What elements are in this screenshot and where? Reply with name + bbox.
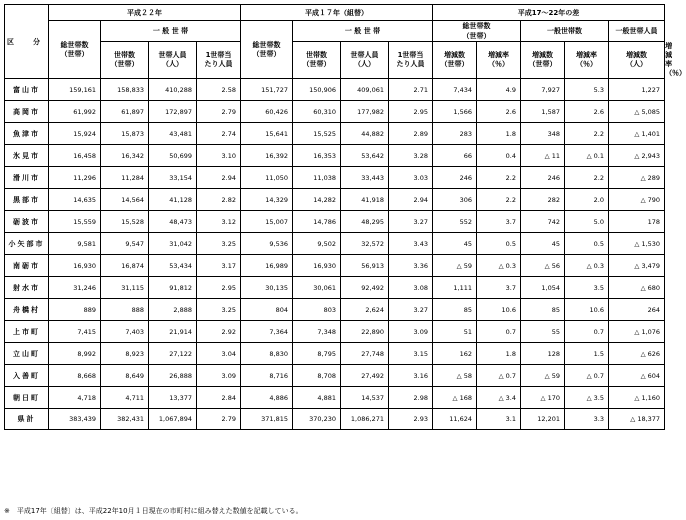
cell-value: 2.82 bbox=[197, 189, 241, 211]
row-label: 県計 bbox=[5, 409, 49, 430]
cell-diff: 3.1 bbox=[477, 409, 521, 430]
cell-value: 3.15 bbox=[389, 343, 433, 365]
cell-diff: 162 bbox=[433, 343, 477, 365]
cell-value: 371,815 bbox=[241, 409, 293, 430]
cell-value: 8,708 bbox=[293, 365, 341, 387]
h17-ippan-header: 一 般 世 帯 bbox=[293, 21, 433, 42]
cell-value: 11,296 bbox=[49, 167, 101, 189]
row-label: 砺波市 bbox=[5, 211, 49, 233]
h22-header: 平成２２年 bbox=[49, 5, 241, 21]
row-label: 舟橋村 bbox=[5, 299, 49, 321]
cell-diff: 1,111 bbox=[433, 277, 477, 299]
cell-diff: 348 bbox=[521, 123, 565, 145]
cell-value: 14,282 bbox=[293, 189, 341, 211]
cell-diff: △ 604 bbox=[609, 365, 665, 387]
diff-total-households-header: 総世帯数 （世帯） bbox=[433, 21, 521, 42]
cell-value: 803 bbox=[293, 299, 341, 321]
cell-value: 3.09 bbox=[389, 321, 433, 343]
cell-value: 31,042 bbox=[149, 233, 197, 255]
cell-diff: 246 bbox=[521, 167, 565, 189]
cell-diff: △ 56 bbox=[521, 255, 565, 277]
cell-diff: 7,434 bbox=[433, 79, 477, 101]
cell-diff: △ 2,943 bbox=[609, 145, 665, 167]
cell-value: 3.28 bbox=[389, 145, 433, 167]
cell-diff: 5.0 bbox=[565, 211, 609, 233]
cell-diff: △ 168 bbox=[433, 387, 477, 409]
cell-value: 370,230 bbox=[293, 409, 341, 430]
diff-ippan-setai-su-header: 一般世帯数 bbox=[521, 21, 609, 42]
cell-diff: △ 680 bbox=[609, 277, 665, 299]
cell-value: 4,718 bbox=[49, 387, 101, 409]
cell-diff: 552 bbox=[433, 211, 477, 233]
cell-diff: 0.5 bbox=[477, 233, 521, 255]
cell-diff: 178 bbox=[609, 211, 665, 233]
cell-diff: 66 bbox=[433, 145, 477, 167]
h22-ippan-header: 一 般 世 帯 bbox=[101, 21, 241, 42]
household-table: 区 分 平成２２年 平成１７年（組替） 平成17～22年の差 総世帯数 （世帯） 一 般 世 帯 総世帯数 （世帯） 一 般 世 帯 総世帯数 （世帯） 一般世帯数 一般世帯人員 世帯数 （世帯） 世帯人員 （人） 1世帯当 たり人員 世帯数 （世帯） 世帯人員 （人） 1世帯当 たり人員 増減数 （世帯） 増減率 （％） 増減数 （世帯） 増減率 （％） 増減数 （人） 増減率 （％） 富山市 159,161 158,833 410,288 2.58 151,727 150,906 409,061 2.71 7,434 4.9 7,927 5.3 1,227 高岡市 61,992 61,897 172,897 2.79 60,426 60,310 177,982 2.95 1,566 2.6 1,587 2.6 △ 5,085 魚津市 15,924 15,873 43,481 2.74 15,641 15,525 44,882 2.89 283 1.8 348 2.2 △ 1,401 氷見市 16,458 16,342 50,699 3.10 16,392 16,353 53,642 3.28 66 0.4 △ 11 △ 0.1 △ 2,943 滑川市 11,296 11,284 33,154 2.94 11,050 11,038 33,443 3.03 246 2.2 246 2.2 △ 289 黒部市 14,635 14,564 41,128 2.82 14,329 14,282 41,918 2.94 306 2.2 282 2.0 △ 790 砺波市 15,559 15,528 48,473 3.12 15,007 14,786 48,295 3.27 552 3.7 742 5.0 178 小矢部市 9,581 9,547 31,042 3.25 9,536 9,502 32,572 3.43 45 0.5 45 0.5 △ 1,530 南砺市 16,930 16,874 53,434 3.17 16,989 16,930 56,913 3.36 △ 59 △ 0.3 △ 56 △ 0.3 △ 3,479 射水市 31,246 31,115 91,812 2.95 30,135 30,061 92,492 3.08 1,111 3.7 1,054 3.5 △ 680 舟橋村 889 888 2,888 3.25 804 803 2,624 3.27 85 10.6 85 10.6 264 上市町 7,415 7,403 21,914 2.92 7,364 7,348 22,890 3.09 51 0.7 55 0.7 △ 1,076 立山町 8,992 8,923 27,122 3.04 8,830 8,795 27,748 3.15 162 1.8 128 1.5 △ 626 入善町 8,668 8,649 26,888 3.09 8,716 8,708 27,492 3.16 △ 58 △ 0.7 △ 59 △ 0.7 △ 604 朝日町 4,718 4,711 13,377 2.84 4,886 4,881 14,537 2.98 △ 168 △ 3.4 △ 170 △ 3.5 △ 1,160 県計 383,439 382,431 1,067,894 2.79 371,815 370,230 1,086,271 2.93 11,624 3.1 12,201 3.3 △ 18,377 bbox=[4, 4, 665, 430]
cell-value: 33,443 bbox=[341, 167, 389, 189]
cell-value: 177,982 bbox=[341, 101, 389, 123]
cell-value: 8,923 bbox=[101, 343, 149, 365]
cell-value: 14,635 bbox=[49, 189, 101, 211]
cell-diff: △ 0.1 bbox=[565, 145, 609, 167]
cell-diff: △ 0.7 bbox=[565, 365, 609, 387]
cell-value: 91,812 bbox=[149, 277, 197, 299]
row-label: 射水市 bbox=[5, 277, 49, 299]
cell-value: 8,649 bbox=[101, 365, 149, 387]
h17-header: 平成１７年（組替） bbox=[241, 5, 433, 21]
h17-persons-header: 世帯人員 （人） bbox=[341, 42, 389, 79]
diff-change-header: 増減数 （世帯） bbox=[433, 42, 477, 79]
cell-value: 11,050 bbox=[241, 167, 293, 189]
row-label: 立山町 bbox=[5, 343, 49, 365]
cell-value: 56,913 bbox=[341, 255, 389, 277]
row-label: 入善町 bbox=[5, 365, 49, 387]
cell-value: 4,711 bbox=[101, 387, 149, 409]
cell-diff: △ 170 bbox=[521, 387, 565, 409]
cell-diff: 3.5 bbox=[565, 277, 609, 299]
table-row bbox=[5, 123, 665, 145]
footnote: ※ 平成17年〔組替〕は、平成22年10月１日現在の市町村に組み替えた数値を記載している。 bbox=[4, 507, 303, 515]
cell-value: 16,930 bbox=[293, 255, 341, 277]
cell-value: 3.03 bbox=[389, 167, 433, 189]
cell-diff: 2.6 bbox=[477, 101, 521, 123]
cell-diff: 85 bbox=[433, 299, 477, 321]
row-label: 上市町 bbox=[5, 321, 49, 343]
cell-diff: 10.6 bbox=[477, 299, 521, 321]
cell-value: 9,536 bbox=[241, 233, 293, 255]
cell-value: 48,473 bbox=[149, 211, 197, 233]
cell-diff: 1.8 bbox=[477, 123, 521, 145]
table-row bbox=[5, 409, 665, 430]
cell-value: 3.04 bbox=[197, 343, 241, 365]
diff-ippan-change-header: 増減数 （世帯） bbox=[521, 42, 565, 79]
cell-diff: 0.7 bbox=[565, 321, 609, 343]
cell-value: 53,434 bbox=[149, 255, 197, 277]
cell-value: 15,525 bbox=[293, 123, 341, 145]
row-label: 魚津市 bbox=[5, 123, 49, 145]
cell-value: 1,067,894 bbox=[149, 409, 197, 430]
diff-ippan-rate-header: 増減率 （％） bbox=[565, 42, 609, 79]
cell-value: 61,992 bbox=[49, 101, 101, 123]
cell-diff: 3.3 bbox=[565, 409, 609, 430]
cell-value: 888 bbox=[101, 299, 149, 321]
table-row bbox=[5, 299, 665, 321]
cell-diff: 2.6 bbox=[565, 101, 609, 123]
cell-diff: 5.3 bbox=[565, 79, 609, 101]
cell-diff: 10.6 bbox=[565, 299, 609, 321]
row-label: 高岡市 bbox=[5, 101, 49, 123]
cell-diff: 0.7 bbox=[477, 321, 521, 343]
diff-rate-header: 増減率 （％） bbox=[477, 42, 521, 79]
cell-value: 32,572 bbox=[341, 233, 389, 255]
cell-value: 30,061 bbox=[293, 277, 341, 299]
cell-diff: △ 59 bbox=[433, 255, 477, 277]
cell-value: 2.84 bbox=[197, 387, 241, 409]
cell-value: 3.25 bbox=[197, 299, 241, 321]
cell-value: 14,537 bbox=[341, 387, 389, 409]
h17-households-header: 世帯数 （世帯） bbox=[293, 42, 341, 79]
cell-value: 16,930 bbox=[49, 255, 101, 277]
cell-value: 2.98 bbox=[389, 387, 433, 409]
cell-value: 92,492 bbox=[341, 277, 389, 299]
cell-diff: 1,054 bbox=[521, 277, 565, 299]
cell-value: 27,122 bbox=[149, 343, 197, 365]
cell-value: 41,918 bbox=[341, 189, 389, 211]
cell-diff: △ 59 bbox=[521, 365, 565, 387]
table-row bbox=[5, 343, 665, 365]
row-label: 朝日町 bbox=[5, 387, 49, 409]
h22-total-households-header: 総世帯数 （世帯） bbox=[49, 21, 101, 79]
table-row bbox=[5, 79, 665, 101]
cell-value: 2.58 bbox=[197, 79, 241, 101]
cell-diff: △ 1,401 bbox=[609, 123, 665, 145]
cell-value: 11,038 bbox=[293, 167, 341, 189]
cell-diff: 45 bbox=[433, 233, 477, 255]
cell-value: 3.25 bbox=[197, 233, 241, 255]
cell-value: 410,288 bbox=[149, 79, 197, 101]
cell-value: 7,364 bbox=[241, 321, 293, 343]
cell-value: 27,492 bbox=[341, 365, 389, 387]
table-row bbox=[5, 233, 665, 255]
cell-value: 48,295 bbox=[341, 211, 389, 233]
cell-value: 7,348 bbox=[293, 321, 341, 343]
cell-value: 409,061 bbox=[341, 79, 389, 101]
table-row bbox=[5, 321, 665, 343]
cell-value: 158,833 bbox=[101, 79, 149, 101]
cell-diff: △ 11 bbox=[521, 145, 565, 167]
cell-value: 3.17 bbox=[197, 255, 241, 277]
cell-value: 2,624 bbox=[341, 299, 389, 321]
cell-value: 22,890 bbox=[341, 321, 389, 343]
cell-value: 2.71 bbox=[389, 79, 433, 101]
cell-diff: △ 1,076 bbox=[609, 321, 665, 343]
cell-value: 60,426 bbox=[241, 101, 293, 123]
h17-per-household-header: 1世帯当 たり人員 bbox=[389, 42, 433, 79]
cell-value: 159,161 bbox=[49, 79, 101, 101]
row-label: 滑川市 bbox=[5, 167, 49, 189]
cell-value: 8,830 bbox=[241, 343, 293, 365]
cell-value: 31,115 bbox=[101, 277, 149, 299]
cell-diff: 306 bbox=[433, 189, 477, 211]
cell-value: 2.92 bbox=[197, 321, 241, 343]
cell-value: 16,392 bbox=[241, 145, 293, 167]
cell-diff: 45 bbox=[521, 233, 565, 255]
h22-persons-header: 世帯人員 （人） bbox=[149, 42, 197, 79]
table-row bbox=[5, 365, 665, 387]
cell-value: 31,246 bbox=[49, 277, 101, 299]
cell-diff: 3.7 bbox=[477, 211, 521, 233]
cell-value: 43,481 bbox=[149, 123, 197, 145]
cell-value: 15,007 bbox=[241, 211, 293, 233]
cell-value: 2.95 bbox=[389, 101, 433, 123]
cell-diff: 12,201 bbox=[521, 409, 565, 430]
cell-value: 13,377 bbox=[149, 387, 197, 409]
cell-diff: 1.8 bbox=[477, 343, 521, 365]
cell-value: 3.36 bbox=[389, 255, 433, 277]
cell-value: 9,502 bbox=[293, 233, 341, 255]
cell-diff: △ 3,479 bbox=[609, 255, 665, 277]
cell-value: 60,310 bbox=[293, 101, 341, 123]
row-label: 氷見市 bbox=[5, 145, 49, 167]
diff-persons-change-header: 増減数 （人） bbox=[609, 42, 665, 79]
cell-diff: 0.5 bbox=[565, 233, 609, 255]
cell-diff: 128 bbox=[521, 343, 565, 365]
cell-value: 2.79 bbox=[197, 409, 241, 430]
cell-value: 8,716 bbox=[241, 365, 293, 387]
h22-households-header: 世帯数 （世帯） bbox=[101, 42, 149, 79]
cell-diff: 1,587 bbox=[521, 101, 565, 123]
cell-value: 3.16 bbox=[389, 365, 433, 387]
cell-diff: △ 0.3 bbox=[477, 255, 521, 277]
cell-value: 15,559 bbox=[49, 211, 101, 233]
table-row bbox=[5, 145, 665, 167]
cell-value: 21,914 bbox=[149, 321, 197, 343]
cell-value: 7,415 bbox=[49, 321, 101, 343]
cell-value: 11,284 bbox=[101, 167, 149, 189]
cell-value: 8,668 bbox=[49, 365, 101, 387]
cell-value: 27,748 bbox=[341, 343, 389, 365]
cell-diff: 1,227 bbox=[609, 79, 665, 101]
cell-diff: 11,624 bbox=[433, 409, 477, 430]
cell-value: 16,342 bbox=[101, 145, 149, 167]
table-body bbox=[5, 79, 665, 430]
cell-diff: △ 3.4 bbox=[477, 387, 521, 409]
cell-diff: 2.2 bbox=[565, 167, 609, 189]
cell-diff: △ 3.5 bbox=[565, 387, 609, 409]
cell-value: 4,886 bbox=[241, 387, 293, 409]
cell-value: 172,897 bbox=[149, 101, 197, 123]
cell-diff: 246 bbox=[433, 167, 477, 189]
diff-header: 平成17～22年の差 bbox=[433, 5, 665, 21]
cell-diff: △ 0.3 bbox=[565, 255, 609, 277]
cell-diff: 4.9 bbox=[477, 79, 521, 101]
cell-value: 3.27 bbox=[389, 211, 433, 233]
cell-value: 50,699 bbox=[149, 145, 197, 167]
cell-value: 8,992 bbox=[49, 343, 101, 365]
cell-value: 30,135 bbox=[241, 277, 293, 299]
row-label: 小矢部市 bbox=[5, 233, 49, 255]
cell-value: 3.27 bbox=[389, 299, 433, 321]
cell-diff: 282 bbox=[521, 189, 565, 211]
table-row bbox=[5, 101, 665, 123]
cell-value: 1,086,271 bbox=[341, 409, 389, 430]
table-row bbox=[5, 189, 665, 211]
cell-diff: 2.2 bbox=[565, 123, 609, 145]
cell-diff: 85 bbox=[521, 299, 565, 321]
cell-value: 4,881 bbox=[293, 387, 341, 409]
table-row bbox=[5, 167, 665, 189]
cell-value: 15,641 bbox=[241, 123, 293, 145]
cell-value: 8,795 bbox=[293, 343, 341, 365]
cell-value: 41,128 bbox=[149, 189, 197, 211]
cell-diff: 2.2 bbox=[477, 167, 521, 189]
table-row bbox=[5, 277, 665, 299]
cell-diff: 2.2 bbox=[477, 189, 521, 211]
cell-value: 7,403 bbox=[101, 321, 149, 343]
cell-diff: △ 790 bbox=[609, 189, 665, 211]
cell-diff: 2.0 bbox=[565, 189, 609, 211]
cell-value: 15,924 bbox=[49, 123, 101, 145]
cell-value: 150,906 bbox=[293, 79, 341, 101]
cell-value: 15,528 bbox=[101, 211, 149, 233]
cell-value: 16,874 bbox=[101, 255, 149, 277]
cell-value: 9,581 bbox=[49, 233, 101, 255]
cell-value: 2,888 bbox=[149, 299, 197, 321]
h17-total-households-header: 総世帯数 （世帯） bbox=[241, 21, 293, 79]
cell-value: 16,458 bbox=[49, 145, 101, 167]
cell-value: 889 bbox=[49, 299, 101, 321]
cell-value: 3.12 bbox=[197, 211, 241, 233]
cell-value: 15,873 bbox=[101, 123, 149, 145]
cell-diff: △ 58 bbox=[433, 365, 477, 387]
cell-diff: 1,566 bbox=[433, 101, 477, 123]
cell-diff: 1.5 bbox=[565, 343, 609, 365]
cell-value: 383,439 bbox=[49, 409, 101, 430]
cell-value: 3.10 bbox=[197, 145, 241, 167]
cell-value: 14,329 bbox=[241, 189, 293, 211]
cell-value: 2.94 bbox=[197, 167, 241, 189]
diff-ippan-setai-jinin-header: 一般世帯人員 bbox=[609, 21, 665, 42]
cell-value: 2.79 bbox=[197, 101, 241, 123]
cell-value: 9,547 bbox=[101, 233, 149, 255]
cell-value: 14,786 bbox=[293, 211, 341, 233]
cell-value: 33,154 bbox=[149, 167, 197, 189]
kubun-header: 区 分 bbox=[5, 5, 49, 79]
cell-value: 382,431 bbox=[101, 409, 149, 430]
cell-diff: 55 bbox=[521, 321, 565, 343]
table-row bbox=[5, 211, 665, 233]
cell-value: 3.43 bbox=[389, 233, 433, 255]
cell-diff: 7,927 bbox=[521, 79, 565, 101]
cell-value: 2.74 bbox=[197, 123, 241, 145]
cell-diff: △ 0.7 bbox=[477, 365, 521, 387]
cell-value: 2.95 bbox=[197, 277, 241, 299]
cell-diff: △ 1,160 bbox=[609, 387, 665, 409]
cell-value: 26,888 bbox=[149, 365, 197, 387]
cell-diff: 3.7 bbox=[477, 277, 521, 299]
row-label: 富山市 bbox=[5, 79, 49, 101]
cell-diff: △ 626 bbox=[609, 343, 665, 365]
cell-value: 61,897 bbox=[101, 101, 149, 123]
cell-value: 804 bbox=[241, 299, 293, 321]
cell-value: 2.93 bbox=[389, 409, 433, 430]
cell-value: 151,727 bbox=[241, 79, 293, 101]
h22-per-household-header: 1世帯当 たり人員 bbox=[197, 42, 241, 79]
cell-value: 44,882 bbox=[341, 123, 389, 145]
row-label: 南砺市 bbox=[5, 255, 49, 277]
cell-value: 16,989 bbox=[241, 255, 293, 277]
cell-diff: △ 5,085 bbox=[609, 101, 665, 123]
table-row bbox=[5, 387, 665, 409]
cell-diff: △ 18,377 bbox=[609, 409, 665, 430]
cell-diff: △ 289 bbox=[609, 167, 665, 189]
cell-diff: △ 1,530 bbox=[609, 233, 665, 255]
cell-diff: 51 bbox=[433, 321, 477, 343]
cell-value: 3.09 bbox=[197, 365, 241, 387]
cell-value: 3.08 bbox=[389, 277, 433, 299]
cell-value: 14,564 bbox=[101, 189, 149, 211]
table-row bbox=[5, 255, 665, 277]
cell-diff: 264 bbox=[609, 299, 665, 321]
row-label: 黒部市 bbox=[5, 189, 49, 211]
cell-value: 2.89 bbox=[389, 123, 433, 145]
cell-value: 16,353 bbox=[293, 145, 341, 167]
cell-value: 2.94 bbox=[389, 189, 433, 211]
cell-diff: 742 bbox=[521, 211, 565, 233]
cell-value: 53,642 bbox=[341, 145, 389, 167]
cell-diff: 0.4 bbox=[477, 145, 521, 167]
cell-diff: 283 bbox=[433, 123, 477, 145]
